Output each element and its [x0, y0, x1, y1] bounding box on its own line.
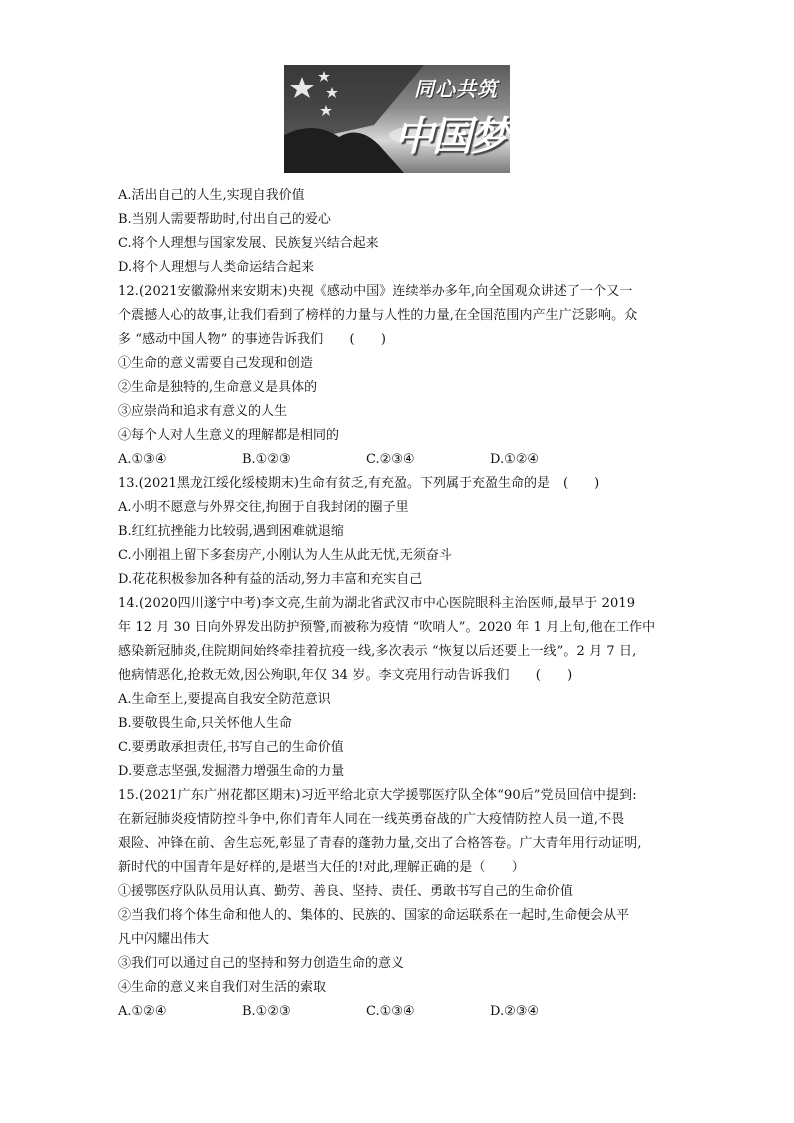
q14-stem-line: 14.(2020四川遂宁中考)李文亮,生前为湖北省武汉市中心医院眼科主治医师,最早于 2019	[118, 596, 636, 611]
q14-option-d: D.要意志坚强,发掘潜力增强生命的力量	[118, 764, 345, 779]
banner-subtitle: 中国梦	[394, 113, 508, 160]
q12-stem-line: 多 “感动中国人物” 的事迹告诉我们 ( )	[118, 332, 387, 347]
q13-stem: 13.(2021黑龙江绥化绥棱期末)生命有贫乏,有充盈。下列属于充盈生命的是 ( )	[118, 476, 600, 491]
q15-item-2: ②当我们将个体生命和他人的、集体的、民族的、国家的命运联系在一起时,生命便会从平	[118, 908, 630, 923]
q12-item-4: ④每个人对人生意义的理解都是相同的	[118, 428, 340, 443]
q14-option-b: B.要敬畏生命,只关怀他人生命	[118, 716, 292, 731]
q11-option-a: A.活出自己的人生,实现自我价值	[118, 188, 305, 203]
q12-choice-b: B.①②③	[242, 452, 291, 467]
q12-choice-d: D.①②④	[490, 452, 540, 467]
q14-stem-line: 年 12 月 30 日向外界发出防护预警,而被称为疫情 “吹哨人”。2020 年 1 月上旬,他在工作中	[118, 620, 656, 635]
q11-option-b: B.当别人需要帮助时,付出自己的爱心	[118, 212, 331, 227]
q15-choice-a: A.①②④	[118, 1004, 167, 1019]
q14-option-c: C.要勇敢承担责任,书写自己的生命价值	[118, 740, 344, 755]
q12-stem-line: 个震撼人心的故事,让我们看到了榜样的力量与人性的力量,在全国范围内产生广泛影响。众	[118, 308, 638, 323]
q12-item-1: ①生命的意义需要自己发现和创造	[118, 356, 314, 371]
q15-item-4: ④生命的意义来自我们对生活的索取	[118, 980, 327, 995]
banner-title: 同心共筑	[414, 77, 498, 101]
q15-choice-b: B.①②③	[242, 1004, 291, 1019]
q11-option-c: C.将个人理想与国家发展、民族复兴结合起来	[118, 236, 379, 251]
q15-stem-line: 在新冠肺炎疫情防控斗争中,你们青年人同在一线英勇奋战的广大疫情防控人员一道,不畏	[118, 812, 625, 827]
q15-choice-d: D.②③④	[490, 1004, 540, 1019]
question-content	[118, 184, 678, 1024]
q15-item-2-cont: 凡中闪耀出伟大	[118, 932, 210, 947]
q14-option-a: A.生命至上,要提高自我安全防范意识	[118, 692, 331, 707]
question-12	[118, 280, 678, 472]
q13-option-d: D.花花积极参加各种有益的活动,努力丰富和充实自己	[118, 572, 423, 587]
q12-stem-line: 12.(2021安徽滁州来安期末)央视《感动中国》连续举办多年,向全国观众讲述了一个又一	[118, 284, 633, 299]
banner-image	[284, 65, 510, 173]
q15-item-3: ③我们可以通过自己的坚持和努力创造生命的意义	[118, 956, 405, 971]
question-13	[118, 472, 678, 592]
q11-options	[118, 184, 678, 280]
q15-choice-c: C.①③④	[366, 1004, 415, 1019]
q15-stem-line: 新时代的中国青年是好样的,是堪当大任的!对此,理解正确的是（ ）	[118, 860, 525, 875]
q13-option-a: A.小明不愿意与外界交往,拘囿于自我封闭的圈子里	[118, 500, 409, 515]
q15-stem-line: 15.(2021广东广州花都区期末)习近平给北京大学援鄂医疗队全体“90后”党员回信中提到:	[118, 788, 637, 803]
q12-choice-c: C.②③④	[366, 452, 415, 467]
q15-choices	[118, 1000, 678, 1024]
q13-option-b: B.红红抗挫能力比较弱,遇到困难就退缩	[118, 524, 344, 539]
q14-stem-line: 他病情恶化,抢救无效,因公殉职,年仅 34 岁。李文亮用行动告诉我们 ( )	[118, 668, 573, 683]
q13-option-c: C.小刚祖上留下多套房产,小刚认为人生从此无忧,无须奋斗	[118, 548, 452, 563]
q11-option-d: D.将个人理想与人类命运结合起来	[118, 260, 315, 275]
q12-choices	[118, 448, 678, 472]
q12-item-2: ②生命是独特的,生命意义是具体的	[118, 380, 318, 395]
question-15	[118, 784, 678, 1024]
q12-item-3: ③应崇尚和追求有意义的人生	[118, 404, 288, 419]
q12-choice-a: A.①③④	[118, 452, 167, 467]
question-14	[118, 592, 678, 784]
q15-item-1: ①援鄂医疗队队员用认真、勤劳、善良、坚持、责任、勇敢书写自己的生命价值	[118, 884, 574, 899]
q15-stem-line: 艰险、冲锋在前、舍生忘死,彰显了青春的蓬勃力量,交出了合格答卷。广大青年用行动证明,	[118, 836, 642, 851]
q14-stem-line: 感染新冠肺炎,住院期间始终牵挂着抗疫一线,多次表示 “恢复以后还要上一线”。2 月 7 日,	[118, 644, 637, 659]
